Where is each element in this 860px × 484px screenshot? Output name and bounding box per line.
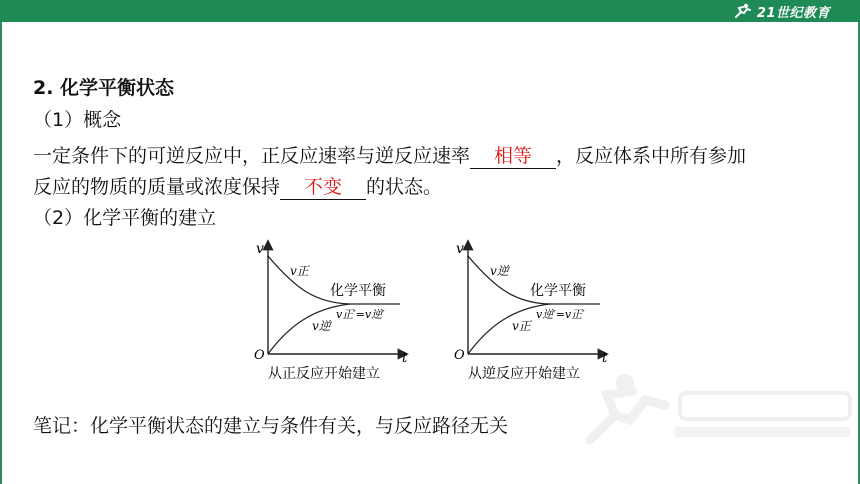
x-axis-label: t xyxy=(602,351,608,366)
definition-text: 一定条件下的可逆反应中，正反应速率与逆反应速率 xyxy=(33,145,471,167)
logo-text: 21世纪教育 xyxy=(756,5,830,21)
subheading-concept: （1）概念 xyxy=(33,109,122,131)
brand-logo xyxy=(733,2,830,20)
origin-label: O xyxy=(454,348,465,363)
note-text: 笔记：化学平衡状态的建立与条件有关，与反应路径无关 xyxy=(33,415,509,437)
section-title: 2. 化学平衡状态 xyxy=(33,77,175,99)
diagram-caption: 从逆反应开始建立 xyxy=(468,366,580,382)
definition-text: 反应的物质的质量或浓度保持 xyxy=(33,176,281,198)
answer-blank-2: 不变 xyxy=(280,175,366,200)
equilibrium-label: 化学平衡 xyxy=(530,283,586,299)
equilibrium-graph-forward xyxy=(240,238,420,383)
left-border xyxy=(0,22,2,484)
definition-line-1 xyxy=(33,144,746,169)
definition-text: ，反应体系中所有参加 xyxy=(556,145,747,167)
lower-curve-label: v正 xyxy=(512,319,531,333)
header-bar xyxy=(0,0,860,22)
upper-curve-label: v逆 xyxy=(490,264,509,278)
x-axis-label: t xyxy=(402,351,408,366)
definition-line-2 xyxy=(33,175,442,200)
definition-text: 的状态。 xyxy=(366,176,443,198)
equilibrium-equation: v逆′=v正′ xyxy=(536,308,585,321)
y-axis-label: v xyxy=(456,241,464,257)
subheading-establishment: （2）化学平衡的建立 xyxy=(33,207,217,229)
equilibrium-label: 化学平衡 xyxy=(330,283,386,299)
upper-curve-label: v正 xyxy=(290,264,309,278)
diagram-caption: 从正反应开始建立 xyxy=(268,366,380,382)
equilibrium-graph-reverse xyxy=(440,238,620,383)
answer-blank-1: 相等 xyxy=(470,144,556,169)
brand-watermark xyxy=(585,365,855,450)
lower-curve-label: v逆 xyxy=(312,319,331,333)
runner-logo-icon xyxy=(733,3,753,19)
origin-label: O xyxy=(254,348,265,363)
equilibrium-equation: v正′=v逆′ xyxy=(336,308,385,321)
y-axis-label: v xyxy=(256,241,264,257)
